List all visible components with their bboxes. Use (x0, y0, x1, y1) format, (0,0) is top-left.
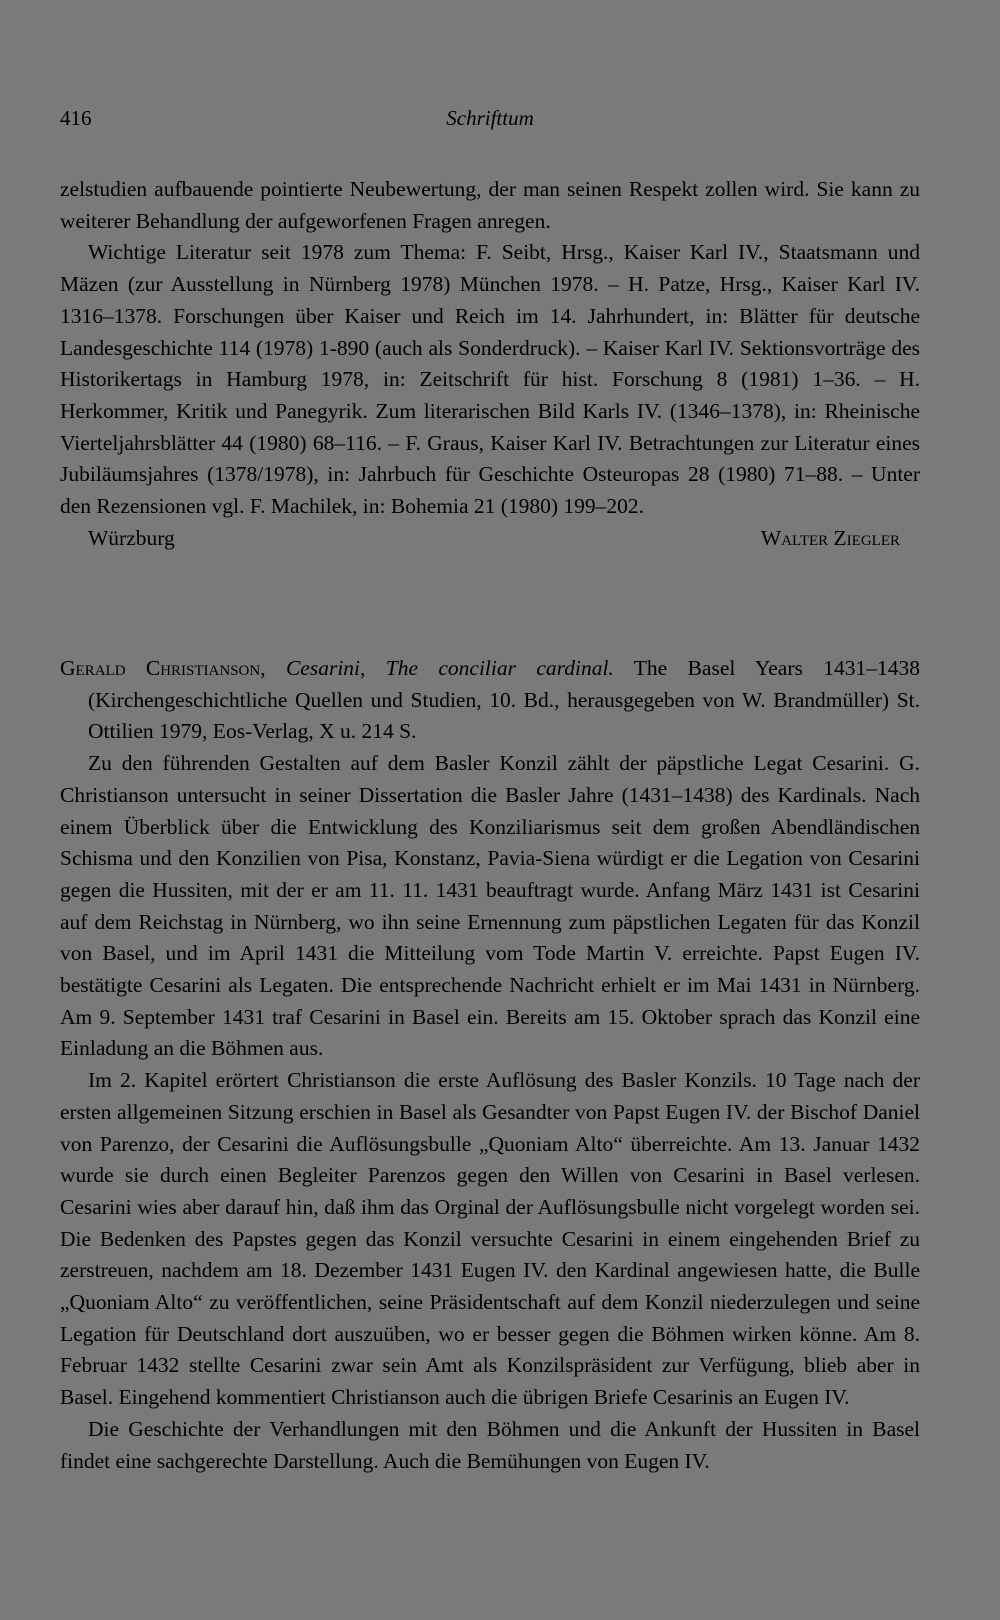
review-paragraph-2: Im 2. Kapitel erörtert Christianson die erste Auflösung des Basler Konzils. 10 Tage nach der ersten allgemeinen Sitzung erschien in Basel als Gesandter von Papst Eugen IV. der Bischof Daniel von Parenzo, der Cesarini die Auflösungsbulle „Quoniam Alto“ überreichte. Am 13. Januar 1432 wurde sie durch einen Begleiter Parenzos gegen den Willen von Cesarini in Basel verlesen. Cesarini wies aber darauf hin, daß ihm das Orginal der Auflösungsbulle nicht vorgelegt worden sei. Die Bedenken des Papstes gegen das Konzil versuchte Cesarini in einem eingehenden Brief zu zerstreuen, nachdem am 18. Dezember 1431 Eugen IV. den Kardinal angewiesen hatte, die Bulle „Quoniam Alto“ zu veröffentlichen, seine Präsidentschaft auf dem Konzil niederzulegen und seine Legation für Deutschland dort auszuüben, wo er besser gegen die Böhmen wirken könne. Am 8. Februar 1432 stellte Cesarini zwar sein Amt als Konzilspräsident zur Verfügung, blieb aber in Basel. Eingehend kommentiert Christianson auch die übrigen Briefe Cesarinis an Eugen IV. (60, 1068, 920, 1410)
review-book-author: Gerald Christianson, (60, 656, 266, 680)
review-book-title: Cesarini, The conciliar cardinal. (285, 656, 614, 680)
running-title: Schrifttum (446, 106, 534, 130)
review-entry (60, 653, 920, 1477)
previous-review-paragraph: zelstudien aufbauende pointierte Neubewertung, der man seinen Respekt zollen wird. Sie kann zu weiterer Behandlung der aufgeworfenen Fragen anregen. (60, 177, 920, 233)
review-paragraph-3: Die Geschichte der Verhandlungen mit den Böhmen und die Ankunft der Hussiten in Basel findet eine sachgerechte Darstellung. Auch die Bemühungen von Eugen IV. (60, 1416, 920, 1473)
literature-paragraph: Wichtige Literatur seit 1978 zum Thema: F. Seibt, Hrsg., Kaiser Karl IV., Staatsmann und Mäzen (zur Ausstellung in Nürnberg 1978) München 1978. – H. Patze, Hrsg., Kaiser Karl IV. 1316–1378. Forschungen über Kaiser und Reich im 14. Jahrhundert, in: Blätter für deutsche Landesgeschichte 114 (1978) 1-890 (auch als Sonderdruck). – Kaiser Karl IV. Sektionsvorträge des Historikertags in Hamburg 1978, in: Zeitschrift für hist. Forschung 8 (1981) 1–36. – H. Herkommer, Kritik und Panegyrik. Zum literarischen Bild Karls IV. (1346–1378), in: Rheinische Vierteljahrsblätter 44 (1980) 68–116. – F. Graus, Kaiser Karl IV. Betrachtungen zur Literatur eines Jubiläumsjahres (1378/1978), in: Jahrbuch für Geschichte Osteuropas 28 (1980) 71–88. – Unter den Rezensionen vgl. F. Machilek, in: Bohemia 21 (1980) 199–202. (60, 240, 920, 519)
review-bibliographic-heading (60, 653, 920, 748)
signature-author: Walter Ziegler (760, 525, 900, 550)
previous-review-ending (60, 174, 920, 554)
signature-place: Würzburg (88, 525, 175, 550)
review-signature (60, 523, 920, 555)
review-paragraph-1: Zu den führenden Gestalten auf dem Basler Konzil zählt der päpstliche Legat Cesarini. G. Christianson untersucht in seiner Dissertation die Basler Jahre (1431–1438) des Kardinals. Nach einem Überblick über die Entwicklung des Konziliarismus seit dem großen Abendländischen Schisma und den Konzilien von Pisa, Konstanz, Pavia-Siena würdigt er die Legation von Cesarini gegen die Hussiten, mit der er am 11. 11. 1431 beauftragt wurde. Anfang März 1431 ist Cesarini auf dem Reichstag in Nürnberg, wo ihn seine Ernennung zum päpstlichen Legaten für das Konzil von Basel, und im April 1431 die Mitteilung vom Tode Martin V. erreichte. Papst Eugen IV. bestätigte Cesarini als Legaten. Die entsprechende Nachricht erhielt er im Mai 1431 in Nürnberg. Am 9. September 1431 traf Cesarini in Basel ein. Bereits am 15. Oktober sprach das Konzil eine Einladung an die Böhmen aus. (60, 751, 920, 1061)
review-bibliography: The Basel Years 1431–1438 (Kirchengeschichtliche Quellen und Studien, 10. Bd., herausgegeben von W. Brandmüller) St. Ottilien 1979, Eos-Verlag, X u. 214 S. (88, 656, 920, 744)
page-header (60, 106, 920, 136)
page-number: 416 (60, 106, 92, 130)
